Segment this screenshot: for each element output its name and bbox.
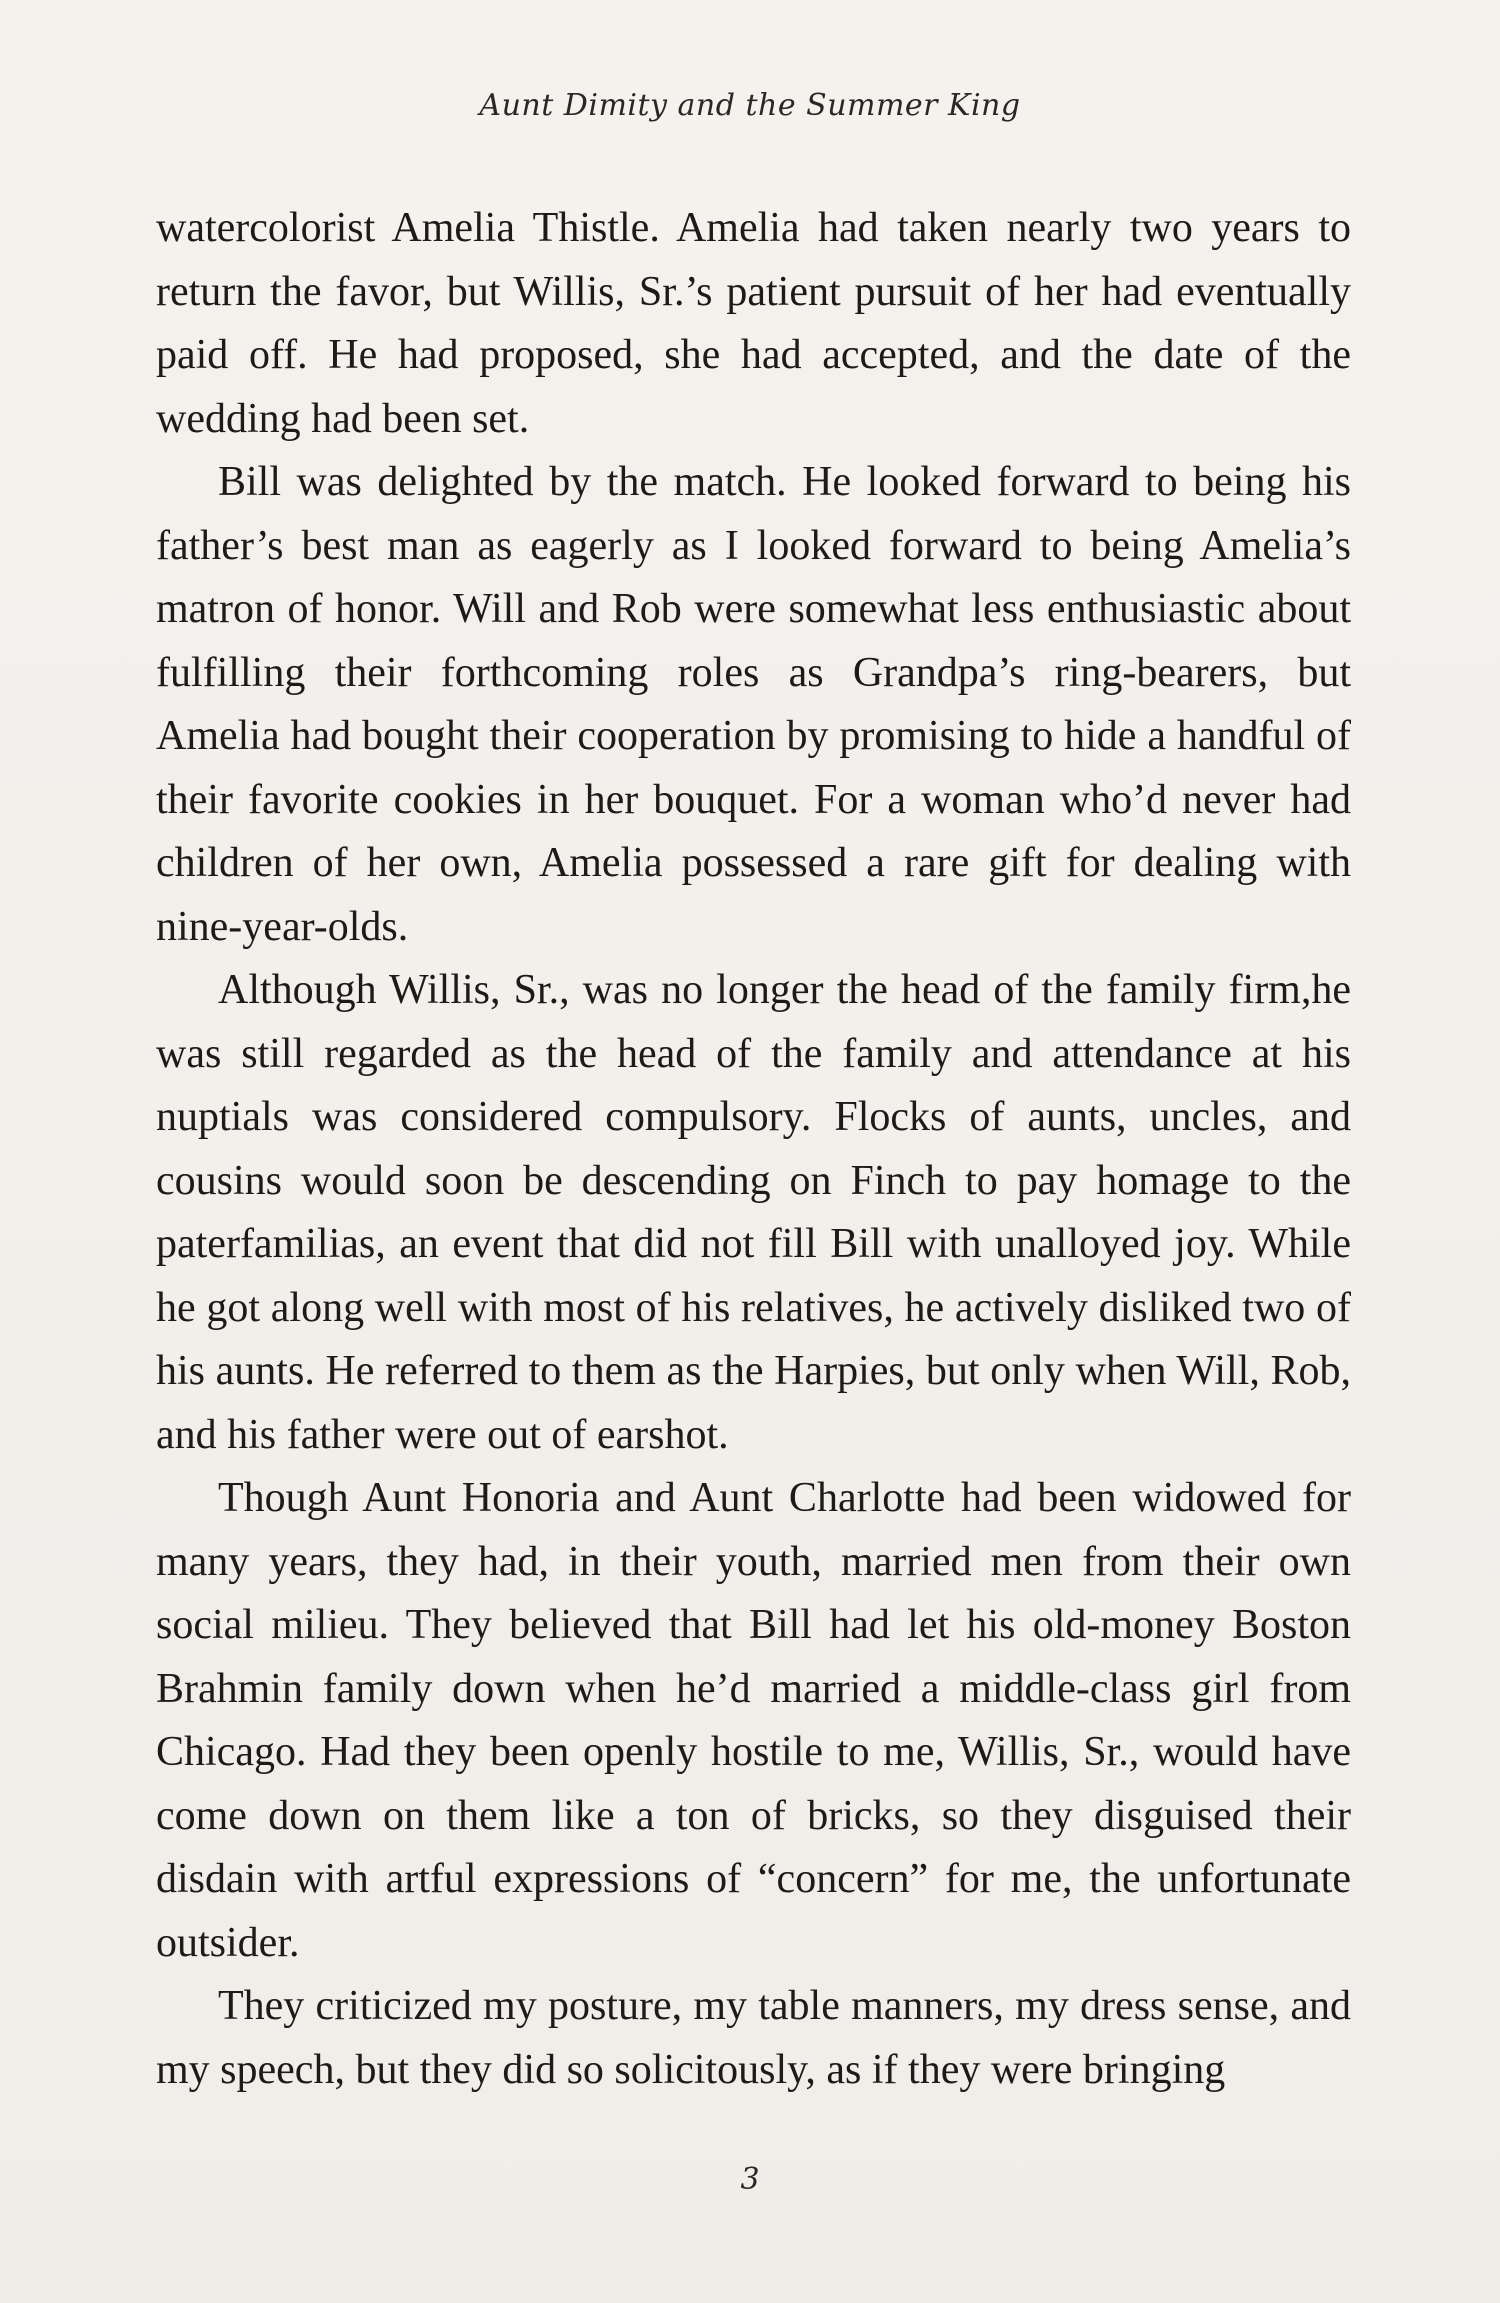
paragraph-5: They criticized my posture, my table manners, my dress sense, and my speech, but they did so solicitously, as if they were bringing (156, 1983, 1351, 2093)
paragraph-4: Though Aunt Honoria and Aunt Charlotte had been widowed for many years, they had, in their youth, married men from their own social milieu. They believed that Bill had let his old-money Boston Brahmin family down when he’d married a middle-class girl from Chicago. Had they been openly hostile to me, Willis, Sr., would have come down on them like a ton of bricks, so they disguised their disdain with artful expressions of “concern” for me, the unfortunate outsider. (156, 1475, 1351, 1966)
page-number: 3 (740, 2162, 760, 2197)
running-head-title: Aunt Dimity and the Summer King (479, 88, 1021, 123)
paragraph-1: watercolorist Amelia Thistle. Amelia had taken nearly two years to return the favor, but Willis, Sr.’s patient pursuit of her had eventually paid off. He had proposed, she had accepted, and the date of the wedding had been set. (156, 205, 1351, 442)
paragraph-2: Bill was delighted by the match. He looked forward to being his father’s best man as eagerly as I looked forward to being Amelia’s matron of honor. Will and Rob were somewhat less enthusiastic about fulfilling their forthcoming roles as Grandpa’s ring-bearers, but Amelia had bought their cooperation by promising to hide a handful of their favorite cookies in her bouquet. For a woman who’d never had children of her own, Amelia possessed a rare gift for dealing with nine-year-olds. (156, 459, 1351, 950)
body-text (156, 197, 1351, 2102)
paragraph-3: Although Willis, Sr., was no longer the head of the family firm,he was still regarded as the head of the family and attendance at his nuptials was considered compulsory. Flocks of aunts, uncles, and cousins would soon be descending on Finch to pay homage to the paterfamilias, an event that did not fill Bill with unalloyed joy. While he got along well with most of his relatives, he actively disliked two of his aunts. He referred to them as the Harpies, but only when Will, Rob, and his father were out of earshot. (156, 967, 1351, 1458)
